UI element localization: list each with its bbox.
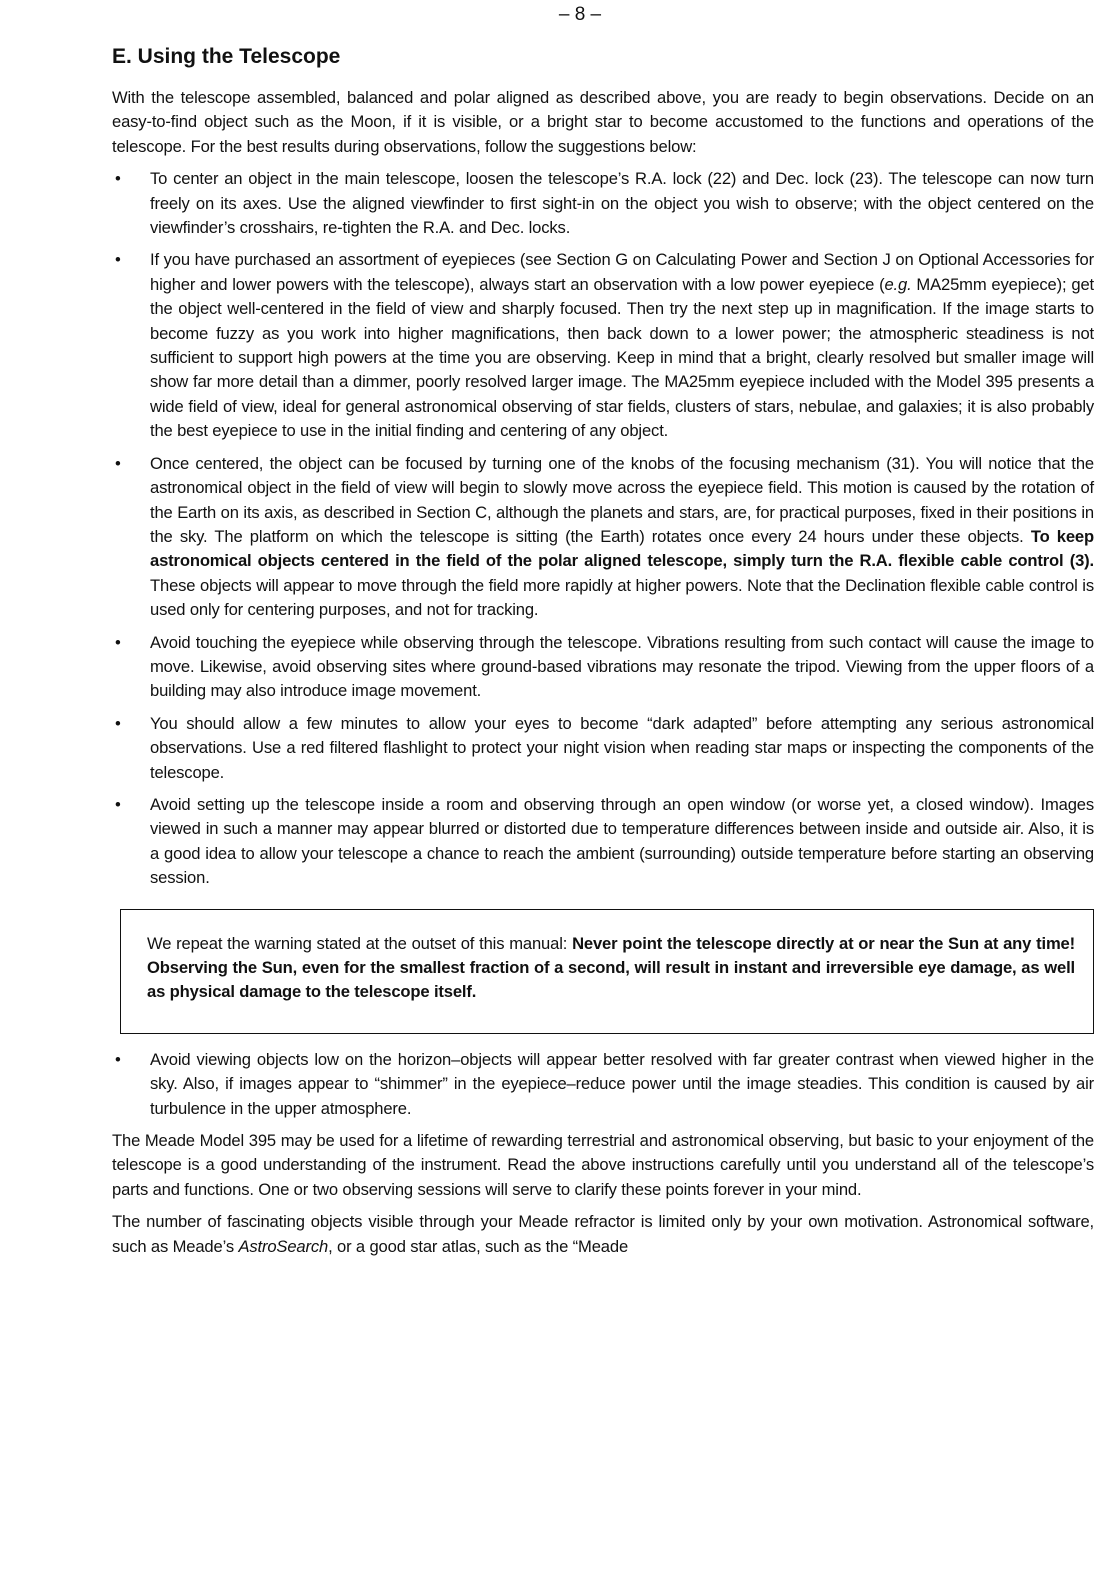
list-item [112, 712, 1094, 785]
list-item-text: You should allow a few minutes to allow your eyes to become “dark adapted” before attempting any serious astronomical observations. Use a red filtered flashlight to protect your night vision when reading star maps or inspecting the components of the telescope. [150, 713, 1094, 782]
list-item-text: Avoid setting up the telescope inside a room and observing through an open window (or worse yet, a closed window). Images viewed in such a manner may appear blurred or distorted due to temperature differences between inside and outside air. Also, it is a good idea to allow your telescope a chance to reach the ambient (surrounding) outside temperature before starting an observing session. [150, 794, 1094, 888]
list-item [112, 793, 1094, 891]
software-name: AstroSearch [238, 1236, 329, 1256]
intro-paragraph: With the telescope assembled, balanced and polar aligned as described above, you are ready to begin observations. Decide on an easy-to-find object such as the Moon, if it is visible, or a bright star to become accustomed to the functions and operations of the telescope. For the best results during observations, follow the suggestions below: [112, 88, 1094, 156]
list-item-italic: e.g. [884, 274, 912, 294]
list-item [112, 631, 1094, 704]
list-item-text: To center an object in the main telescope, loosen the telescope’s R.A. lock (22) and Dec. lock (23). The telescope can now turn freely on its axes. Use the aligned viewfinder to first sight-in on the object you wish to observe; with the object centered on the viewfinder’s crosshairs, re-tighten the R.A. and Dec. locks. [150, 169, 1094, 238]
bullet-icon: • [115, 169, 121, 189]
warning-box [120, 909, 1094, 1034]
list-item [112, 167, 1094, 240]
bullet-icon: • [115, 453, 121, 473]
list-item-text: Avoid viewing objects low on the horizon–objects will appear better resolved with far greater contrast when viewed higher in the sky. Also, if images appear to “shimmer” in the eyepiece–reduce power until the image steadies. This condition is caused by air turbulence in the upper atmosphere. [150, 1049, 1094, 1118]
list-item [112, 452, 1094, 623]
list-item-text: MA25mm eyepiece); get the object well-centered in the field of view and sharply focused. Then try the next step up in magnification. If the image starts to become fuzzy as you work into higher magnifications, then back down to a lower power; the atmospheric steadiness is not sufficient to support high powers at the time you are observing. Keep in mind that a bright, clearly resolved but smaller image will show far more detail than a dimmer, poorly resolved larger image. The MA25mm eyepiece included with the Model 395 presents a wide field of view, ideal for general astronomical observing of star fields, clusters of stars, nebulae, and galaxies; it is also probably the best eyepiece to use in the initial finding and centering of any object. [150, 274, 1094, 441]
bullet-icon: • [115, 794, 121, 814]
warning-bold: Never point the telescope directly at or near the Sun at any time! Observing the Sun, even for the smallest fraction of a second, will result in instant and irreversible eye damage, as well as physical damage to the telescope itself. [147, 933, 1076, 1002]
paragraph-text: , or a good star atlas, such as the “Meade [328, 1236, 629, 1256]
bullet-icon: • [115, 632, 121, 652]
bullet-icon: • [115, 713, 121, 733]
list-item [112, 248, 1094, 443]
section-title: E. Using the Telescope [112, 45, 341, 68]
paragraph-text: The number of fascinating objects visible through your Meade refractor is limited only by your own motivation. Astronomical software, such as Meade’s [112, 1212, 1094, 1256]
list-item-text: Once centered, the object can be focused by turning one of the knobs of the focusing mechanism (31). You will notice that the astronomical object in the field of view will begin to slowly move across the eyepiece field. This motion is caused by the rotation of the Earth on its axis, as described in Section C, although the planets and stars, are, for practical purposes, fixed in their positions in the sky. The platform on which the telescope is sitting (the Earth) rotates once every 24 hours under these objects. [150, 453, 1094, 546]
warning-lead: We repeat the warning stated at the outset of this manual: [147, 933, 573, 953]
list-item [112, 1048, 1094, 1121]
closing-paragraph-2 [112, 1210, 1094, 1259]
list-item-text: If you have purchased an assortment of eyepieces (see Section G on Calculating Power and Section J on Optional Accessories for higher and lower powers with the telescope), always start an observation with a low power eyepiece ( [150, 250, 1094, 294]
list-item-text: These objects will appear to move through the field more rapidly at higher powers. Note that the Declination flexible cable control is used only for centering purposes, and not for tracking. [150, 575, 1094, 620]
closing-paragraph: The Meade Model 395 may be used for a lifetime of rewarding terrestrial and astronomical observing, but basic to your enjoyment of the telescope is a good understanding of the instrument. Read the above instructions carefully until you understand all of the telescope’s parts and functions. One or two observing sessions will serve to clarify these points forever in your mind. [112, 1131, 1094, 1199]
page-number: – 8 – [558, 4, 602, 25]
bullet-icon: • [115, 250, 121, 270]
list-item-text: Avoid touching the eyepiece while observing through the telescope. Vibrations resulting from such contact will cause the image to move. Likewise, avoid observing sites where ground-based vibrations may resonate the tripod. Viewing from the upper floors of a building may also introduce image movement. [150, 632, 1094, 701]
document-body [112, 86, 1094, 1267]
list-item-bold: To keep astronomical objects centered in the field of the polar aligned telescope, simply turn the R.A. flexible cable control (3). [150, 526, 1094, 571]
bullet-icon: • [115, 1049, 121, 1069]
